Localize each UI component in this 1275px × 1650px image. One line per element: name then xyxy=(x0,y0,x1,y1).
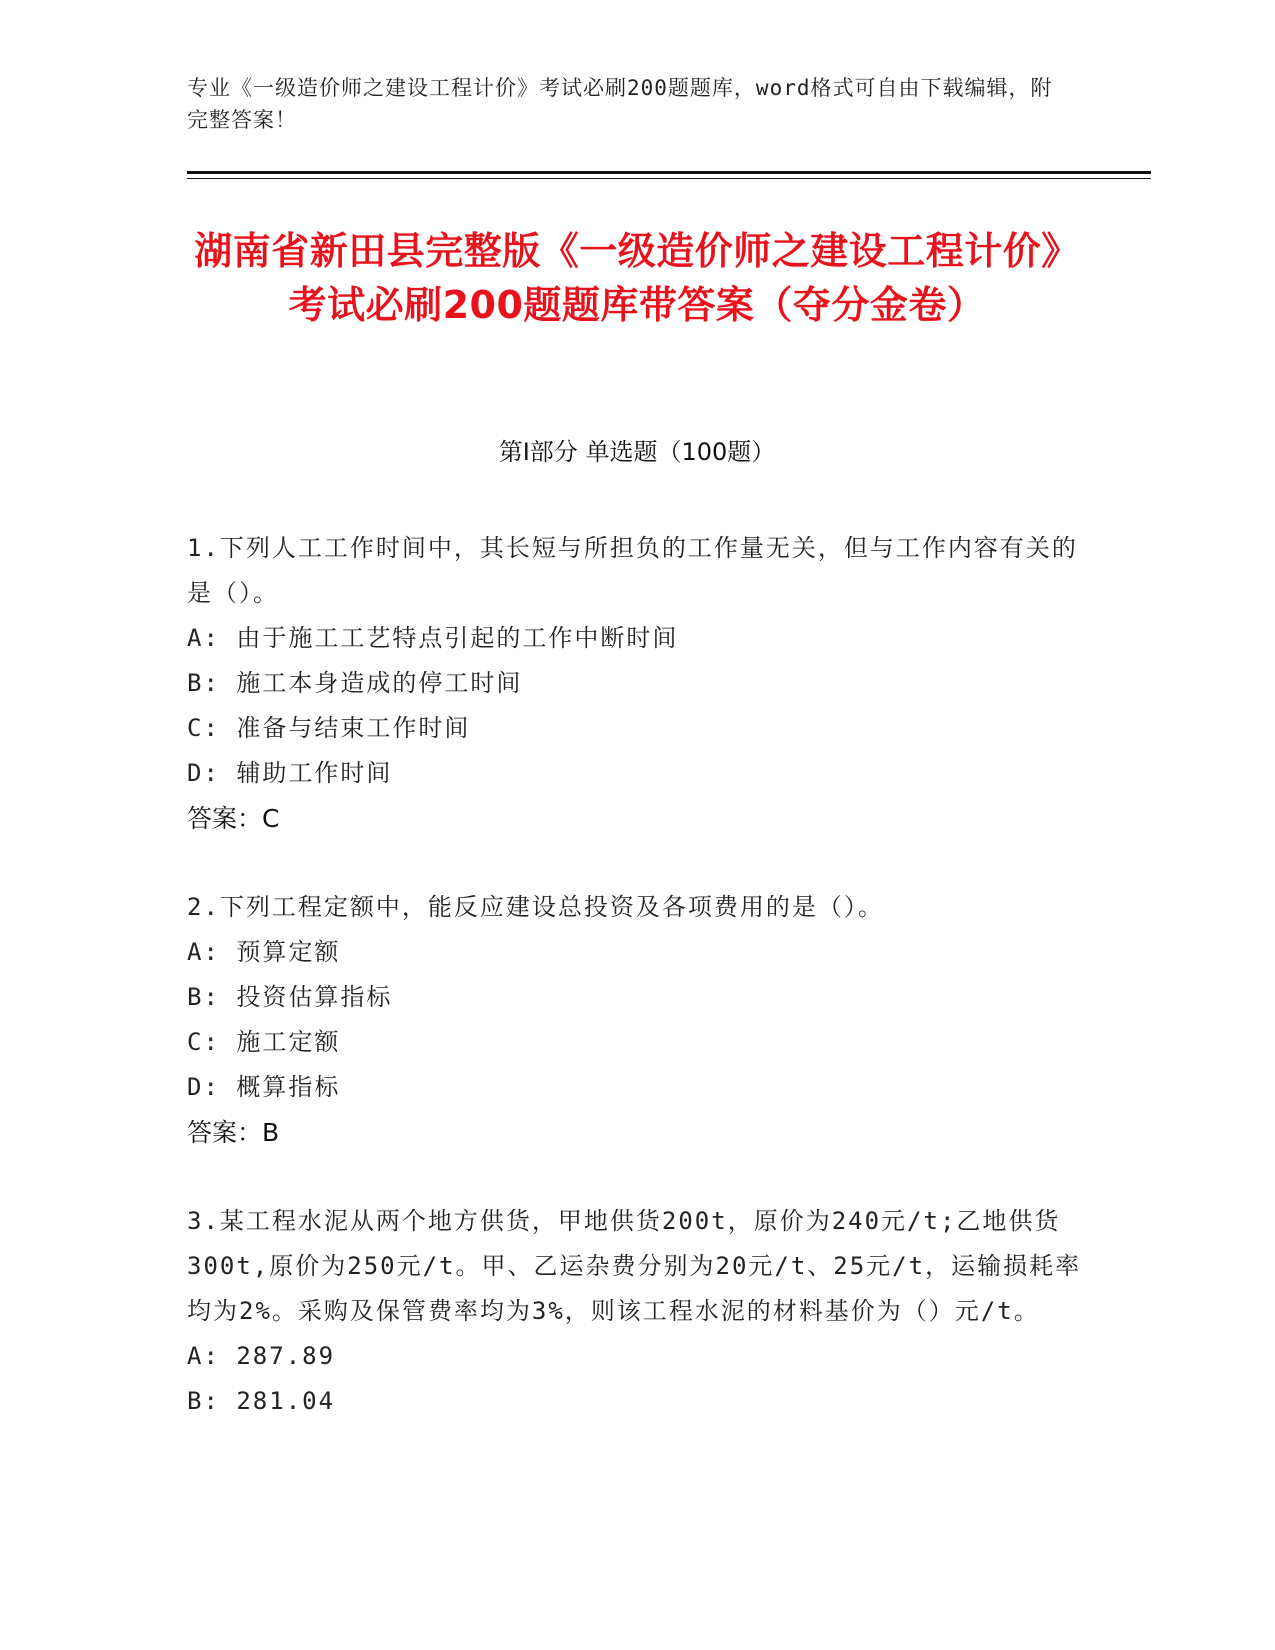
question-stem: 1.下列人工工作时间中，其长短与所担负的工作量无关，但与工作内容有关的是（）。 xyxy=(187,534,1078,607)
option-b: B: 施工本身造成的停工时间 xyxy=(187,669,523,697)
header-rule-thin xyxy=(187,178,1151,179)
option-c: C: 施工定额 xyxy=(187,1028,341,1056)
header-rule-thick xyxy=(187,171,1151,174)
option-d: D: 概算指标 xyxy=(187,1073,341,1101)
header-note: 专业《一级造价师之建设工程计价》考试必刷200题题库，word格式可自由下载编辑，附完整答案！ xyxy=(187,76,1053,132)
option-d: D: 辅助工作时间 xyxy=(187,759,393,787)
answer: 答案：C xyxy=(187,804,280,833)
option-b: B: 281.04 xyxy=(187,1387,336,1415)
option-a: A: 287.89 xyxy=(187,1342,336,1370)
question-stem: 3.某工程水泥从两个地方供货，甲地供货200t，原价为240元/t;乙地供货300t,原价为250元/t。甲、乙运杂费分别为20元/t、25元/t，运输损耗率均为2%。采购及保管费率均为3%，则该工程水泥的材料基价为（）元/t。 xyxy=(187,1207,1082,1325)
section-title: 第Ⅰ部分 单选题（100题） xyxy=(498,438,776,466)
option-a: A: 由于施工工艺特点引起的工作中断时间 xyxy=(187,624,679,652)
option-a: A: 预算定额 xyxy=(187,938,341,966)
question-2 xyxy=(187,885,1087,1155)
question-list xyxy=(187,526,1087,1468)
document-title: 湖南省新田县完整版《一级造价师之建设工程计价》考试必刷200题题库带答案（夺分金卷） xyxy=(194,229,1080,327)
question-1 xyxy=(187,526,1087,841)
question-stem: 2.下列工程定额中，能反应建设总投资及各项费用的是（）。 xyxy=(187,893,884,921)
option-c: C: 准备与结束工作时间 xyxy=(187,714,471,742)
option-b: B: 投资估算指标 xyxy=(187,983,393,1011)
question-3 xyxy=(187,1199,1087,1424)
answer: 答案：B xyxy=(187,1118,280,1147)
